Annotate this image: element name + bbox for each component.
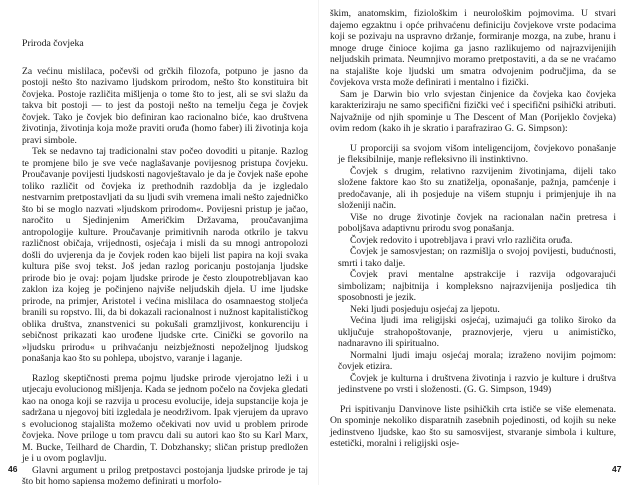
list-item: Čovjek pravi mentalne apstrakcije i razvija odgovarajući simbolizam; najbitnija i kompleksno najrazvijenija posljedica tih sposobnosti je jezik. [338, 269, 616, 303]
list-item: Neki ljudi posjeduju osjećaj za ljepotu. [350, 303, 500, 315]
paragraph: Razlog skeptičnosti prema pojmu ljudske prirode vjerojatno leži i u utjecaju evolucionog mišljenja. Kada se jednom počelo na čovjeka gledati kao na onoga koji se razvija u procesu evolucije, ideja supstancije koja je sadržana u njegovoj biti izgledala je neodrživom. Ipak vjerujem da upravo s evolucionog stajališta možemo očekivati nov uvid u problem prirode čovjeka. Nove priloge u tom pravcu dali su autori kao što su Karl Marx, M. Bucke, Teilhard de Chardin, T. Dobzhansky; sličan pristup predložen je i u ovom poglavlju. [22, 372, 308, 464]
list-item: Većina ljudi ima religijski osjećaj, uzimajući ga toliko široko da uključuje strahopoštovanje, praznovjerje, vjeru u animističko, nadnaravno ili spiritualno. [338, 315, 616, 349]
paragraph: Glavni argument u prilog pretpostavci postojanja ljudske prirode je taj što bit homo sapiensa možemo definirati u morfolo- [22, 464, 308, 487]
section-heading: Priroda čovjeka [22, 38, 84, 49]
list-item: Čovjek s drugim, relativno razvijenim životinjama, dijeli tako složene faktore kao što su znatiželja, oponašanje, pažnja, pamćenje i predočavanje, ali ih posjeduje na višem stupnju i primjenjuje ih na složeniji način. [338, 165, 616, 211]
list-item: Čovjek redovito i upotrebljava i pravi vrlo različita oruđa. [350, 234, 573, 246]
right-page [330, 8, 616, 450]
list-item: Više no druge životinje čovjek na racionalan način pretresa i poboljšava adaptivnu prirodu svog ponašanja. [338, 211, 616, 234]
left-page [22, 8, 308, 488]
list-item: Čovjek je samosvjestan; on razmišlja o svojoj povijesti, budućnosti, smrti i tako dalje. [338, 246, 616, 269]
page-number-right: 47 [612, 464, 622, 474]
paragraph: Za većinu mislilaca, počevši od grčkih filozofa, potpuno je jasno da postoji nešto što nazivamo ljudskom prirodom, nešto što konstituira bit čovjeka. Postoje različita mišljenja o tome što to jest, ali se svi slažu da takva bit postoji — to jest da postoji nešto na temelju čega je čovjek čovjek. Tako je čovjek bio definiran kao racionalno biće, kao društvena životinja, životinja koja može praviti oruđa (homo faber) ili životinja koja pravi simbole. [22, 65, 308, 146]
trait-list [330, 143, 616, 396]
page-spine [318, 0, 319, 485]
paragraph: Tek se nedavno taj tradicionalni stav počeo dovoditi u pitanje. Razlog te promjene bilo je sve veće naglašavanje povijesnog pristupa čovjeku. Proučavanje povijesti ljudskosti nagovještavalo je da je čovjek naše epohe toliko različit od čovjeka iz prethodnih razdoblja da je izgledalo nestvarnim pretpostavljati da su ljudi svih vremena imali nešto zajedničko što bi se moglo nazvati »ljudskom prirodom«. Povijesni pristup je jačao, naročito u Sjedinjenim Američkim Državama, proučavanjima antropologije kulture. Proučavanje primitivnih naroda otkrilo je takvu različnost običaja, vrijednosti, osjećaja i misli da su mnogi antropolozi došli do uvjerenja da je čovjek roden kao bijeli list papira na koji svaka kultura piše svoj tekst. Još jedan razlog poricanju postojanja ljudske prirode bio je ovaj: pojam ljudske prirode je često zloupotrebljavan kao zaklon iza kojeg je počinjeno najviše neljudskih djela. U ime ljudske prirode, na primjer, Aristotel i većina mislilaca do osamnaestog stoljeća branili su ropstvo. Ili, da bi dokazali racionalnost i nužnost kapitalističkog oblika društva, znanstvenici su pokušali gramzljivost, konkurenciju i sebičnost prikazati kao urođene ljudske crte. Cinički se govorilo na »ljudsku prirodu« u prihvaćanju neizbježnosti nepoželjnog ljudskog ponašanja kao što su pohlepa, ubojstvo, varanje i laganje. [22, 146, 308, 364]
list-item: Čovjek je kulturna i društvena životinja i razvio je kulture i društva jedinstvene po vrsti i složenosti. (G. G. Simpson, 1949) [338, 372, 616, 395]
paragraph: Pri ispitivanju Danvinove liste psihičkih crta ističe se više elemenata. On spominje nekoliko disparatnih zasebnih pojedinosti, od kojih su neke jedinstveno ljudske, kao što su samosvijest, stvaranje simbola i kulture, estetički, moralni i religijski osje- [330, 403, 616, 449]
page-number-left: 46 [8, 464, 18, 474]
list-item: Normalni ljudi imaju osjećaj morala; izraženo novijim pojmom: čovjek etizira. [338, 349, 616, 372]
paragraph: Sam je Darwin bio vrlo svjestan činjenice da čovjeka kao čovjeka karakteriziraju ne samo specifični fizički već i specifični psihički atributi. Najvažnije od njih spominje u The Descent of Man (Porijeklo čovjeka) ovim redom (kako ih je skratio i parafrazirao G. G. Simpson): [330, 88, 616, 134]
paragraph: škim, anatomskim, fiziološkim i neurološkim pojmovima. U stvari dajemo egzaktnu i opće prihvaćenu definiciju čovjekove vrste podacima koji se pozivaju na uspravno držanje, formiranje mozga, na zube, hranu i mnoge druge činioce kojima ga jasno razlikujemo od najrazvijenijih neljudskih primata. Neumnjivo moramo pretpostaviti, a da se ne vraćamo na stajalište koje ljudski um smatra odvojenim područjima, da se čovjekova vrsta može definirati i mentalno i fizički. [330, 8, 616, 88]
list-item: U proporciji sa svojom višom inteligencijom, čovjekovo ponašanje je fleksibilnije, manje refleksivno ili instinktivno. [338, 142, 616, 165]
